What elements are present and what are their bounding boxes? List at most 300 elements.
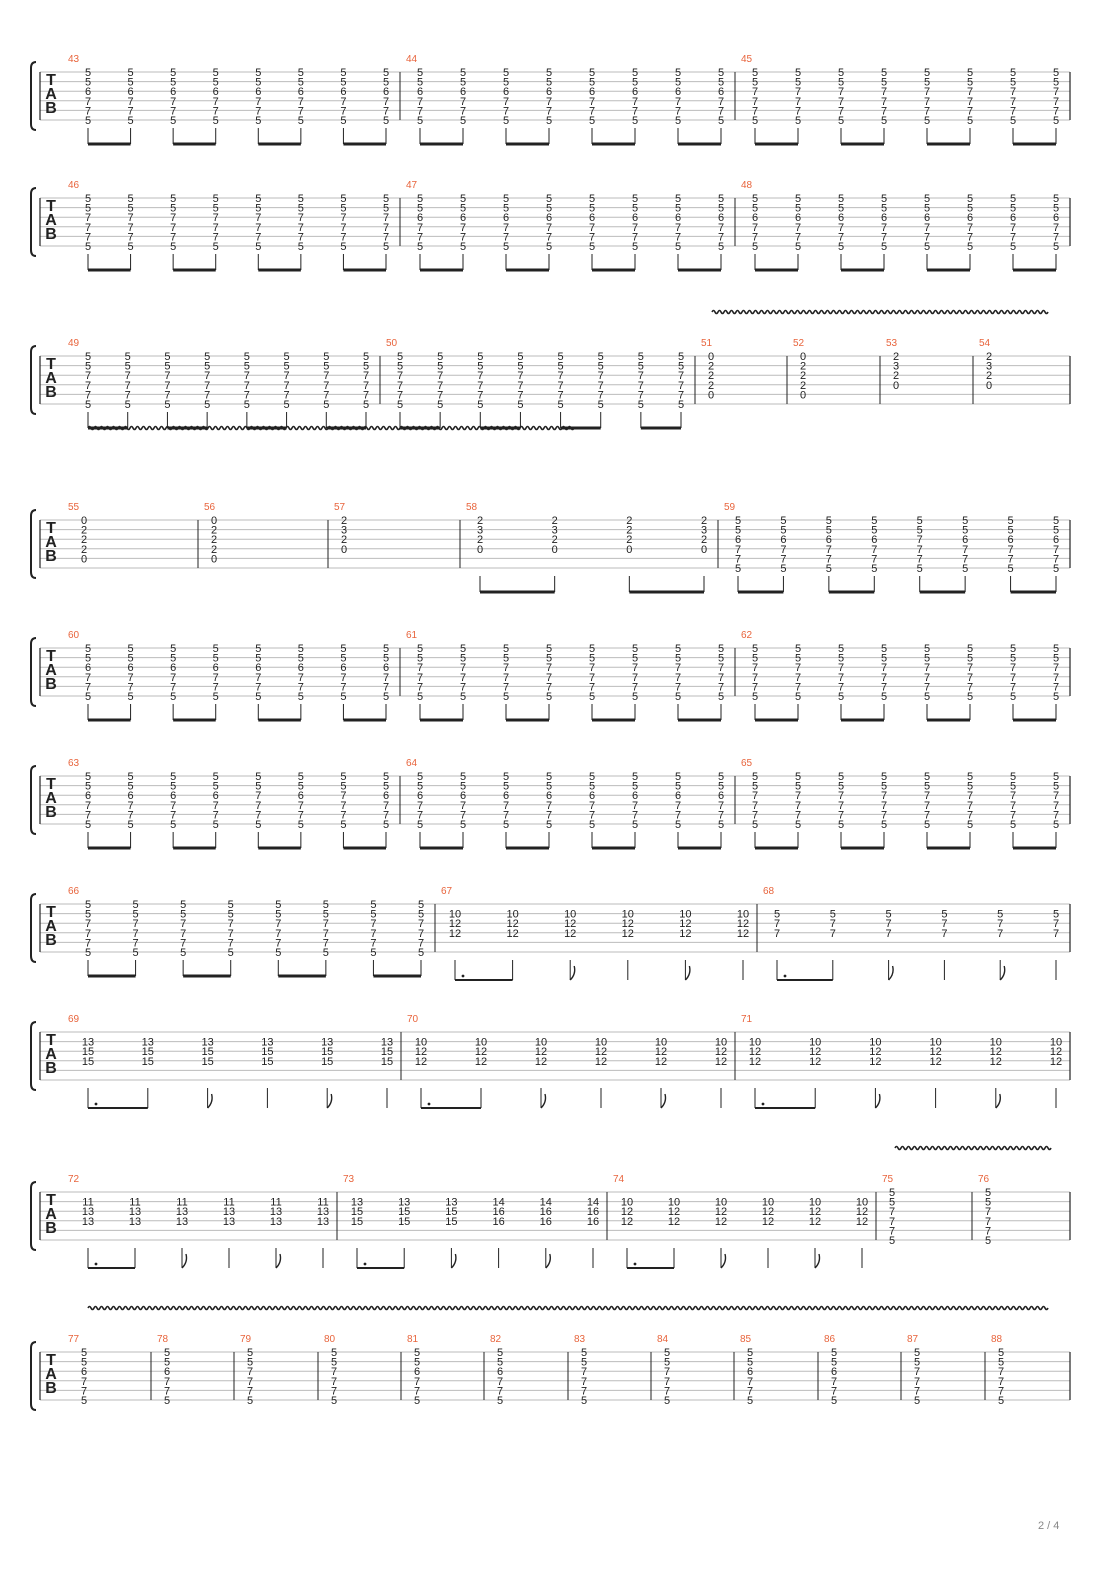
fret-number: 5: [340, 115, 347, 127]
fret-number: 7: [1052, 790, 1060, 803]
measure: [793, 338, 806, 401]
fret-number: 5: [588, 643, 596, 655]
fret-number: 7: [545, 681, 553, 694]
fret-number: 6: [84, 662, 92, 675]
fret-number: 2: [985, 351, 993, 363]
fret-number: 7: [674, 231, 682, 244]
fret-number: 5: [734, 515, 742, 527]
fret-number: 12: [929, 1055, 942, 1068]
chord: [449, 909, 461, 940]
fret-number: 7: [923, 799, 931, 812]
fret-number: 5: [871, 524, 878, 537]
fret-number: 7: [170, 95, 177, 108]
chord: [261, 1037, 273, 1068]
fret-number: 7: [1052, 681, 1060, 694]
fret-number: 6: [780, 534, 787, 547]
fret-number: 7: [517, 370, 524, 383]
fret-number: 7: [734, 553, 742, 566]
fret-number: 5: [997, 1356, 1005, 1369]
fret-number: 7: [1052, 86, 1060, 99]
fret-number: 12: [564, 918, 577, 931]
fret-number: 7: [674, 681, 682, 694]
fret-number: 7: [837, 681, 845, 694]
fret-number: 5: [1009, 819, 1017, 831]
fret-number: 5: [674, 115, 682, 127]
fret-number: 12: [736, 918, 750, 931]
fret-number: 2: [210, 534, 218, 547]
fret-number: 7: [677, 370, 685, 383]
fret-number: 7: [323, 389, 330, 402]
fret-number: 7: [984, 1206, 992, 1219]
fret-number: 5: [170, 76, 177, 89]
measure-number: 86: [824, 1334, 836, 1345]
fret-number: 7: [170, 212, 177, 225]
fret-number: 5: [204, 351, 211, 363]
measure-number: 80: [324, 1334, 336, 1345]
fret-number: 7: [746, 1385, 754, 1398]
chord: [715, 1197, 727, 1228]
fret-number: 6: [734, 534, 742, 547]
measure-number: 51: [701, 338, 713, 349]
measure: [68, 758, 389, 848]
fret-number: 6: [382, 790, 390, 803]
fret-number: 7: [255, 799, 262, 812]
note-flag: [721, 1254, 726, 1268]
chord: [967, 67, 973, 127]
fret-number: 5: [1052, 691, 1060, 703]
fret-number: 6: [170, 790, 177, 803]
fret-number: 6: [496, 1366, 504, 1379]
tab-system: [31, 1307, 1070, 1411]
fret-number: 5: [717, 67, 725, 79]
note-flag: [451, 1254, 456, 1268]
fret-number: 3: [700, 524, 708, 537]
chord: [986, 351, 992, 392]
fret-number: 5: [545, 691, 553, 703]
fret-number: 5: [84, 691, 92, 703]
fret-number: 5: [545, 67, 553, 79]
fret-number: 5: [880, 652, 888, 665]
fret-number: 7: [340, 799, 347, 812]
chord: [85, 771, 91, 831]
fret-number: 5: [984, 1196, 992, 1209]
fret-number: 7: [124, 389, 131, 402]
fret-number: 5: [459, 691, 467, 703]
fret-number: 7: [1052, 553, 1060, 566]
fret-number: 5: [923, 76, 931, 89]
fret-number: 5: [340, 691, 347, 703]
fret-number: 7: [837, 95, 845, 108]
chord: [889, 1187, 895, 1247]
fret-number: 5: [283, 399, 290, 411]
fret-number: 6: [297, 86, 304, 99]
fret-number: 5: [557, 351, 564, 363]
measure: [886, 338, 899, 392]
fret-number: 5: [966, 771, 974, 783]
fret-number: 7: [888, 1206, 896, 1219]
fret-number: 5: [255, 780, 262, 793]
fret-number: 10: [714, 1196, 728, 1209]
fret-number: 5: [170, 819, 177, 831]
fret-number: 5: [880, 67, 888, 79]
chord: [581, 1347, 587, 1407]
fret-number: 7: [751, 799, 759, 812]
fret-number: 5: [545, 241, 553, 253]
chord: [632, 771, 638, 831]
fret-number: 6: [297, 662, 304, 675]
fret-number: 6: [880, 212, 888, 225]
chord: [869, 1037, 881, 1068]
chord: [255, 643, 261, 703]
fret-number: 7: [916, 553, 923, 566]
fret-number: 6: [84, 86, 92, 99]
fret-number: 5: [417, 908, 425, 921]
fret-number: 5: [717, 780, 725, 793]
fret-number: 10: [564, 908, 577, 921]
fret-number: 5: [734, 524, 742, 537]
measure: [68, 886, 424, 976]
fret-number: 5: [84, 202, 92, 215]
fret-number: 11: [176, 1196, 188, 1209]
fret-number: 7: [297, 231, 304, 244]
fret-number: 0: [210, 515, 218, 527]
fret-number: 5: [255, 115, 262, 127]
fret-number: 7: [825, 553, 832, 566]
fret-number: 5: [502, 76, 510, 89]
fret-number: 12: [667, 1215, 681, 1228]
fret-number: 12: [855, 1206, 869, 1219]
fret-number: 5: [212, 193, 219, 205]
fret-number: 15: [445, 1215, 458, 1228]
fret-number: 7: [80, 1385, 88, 1398]
chord: [503, 771, 509, 831]
fret-number: 5: [545, 115, 553, 127]
fret-number: 5: [1052, 67, 1060, 79]
fret-number: 5: [340, 202, 347, 215]
chord: [414, 1347, 420, 1407]
measure-number: 55: [68, 502, 80, 513]
fret-number: 6: [416, 86, 424, 99]
fret-number: 5: [1052, 76, 1060, 89]
fret-number: 7: [1052, 809, 1060, 822]
fret-number: 7: [255, 231, 262, 244]
fret-number: 7: [212, 809, 219, 822]
fret-number: 7: [871, 553, 878, 566]
fret-number: 12: [679, 918, 692, 931]
fret-number: 10: [679, 908, 692, 921]
fret-number: 2: [707, 360, 715, 373]
fret-number: 6: [459, 212, 467, 225]
fret-number: 7: [275, 927, 282, 940]
fret-number: 12: [855, 1215, 869, 1228]
measure: [978, 1174, 991, 1247]
chord: [133, 899, 139, 959]
fret-number: 5: [84, 67, 92, 79]
fret-number: 15: [321, 1046, 334, 1059]
fret-number: 6: [502, 212, 510, 225]
fret-number: 5: [416, 241, 424, 253]
fret-number: 12: [414, 1046, 428, 1059]
fret-number: 5: [837, 780, 845, 793]
measure-number: 71: [741, 1014, 753, 1025]
fret-number: 5: [170, 691, 177, 703]
measure-number: 66: [68, 886, 80, 897]
chord: [1053, 67, 1059, 127]
fret-number: 6: [1052, 534, 1060, 547]
fret-number: 0: [707, 351, 715, 363]
chord: [552, 515, 558, 556]
chord: [201, 1037, 213, 1068]
fret-number: 5: [170, 771, 177, 783]
fret-number: 7: [1052, 918, 1060, 931]
fret-number: 5: [825, 515, 832, 527]
fret-number: 7: [557, 389, 564, 402]
fret-number: 5: [227, 908, 234, 921]
measure: [979, 338, 992, 392]
fret-number: 7: [170, 671, 177, 684]
fret-number: 7: [517, 389, 524, 402]
fret-number: 12: [534, 1046, 548, 1059]
chord: [924, 643, 930, 703]
fret-number: 12: [761, 1206, 775, 1219]
fret-number: 7: [751, 681, 759, 694]
fret-number: 5: [871, 515, 878, 527]
fret-number: 2: [799, 370, 807, 383]
fret-number: 5: [84, 652, 92, 665]
fret-number: 5: [255, 819, 262, 831]
fret-number: 7: [794, 105, 802, 118]
chord: [317, 1197, 329, 1228]
fret-number: 7: [502, 662, 510, 675]
fret-number: 7: [212, 681, 219, 694]
fret-number: 15: [81, 1046, 95, 1059]
fret-number: 5: [966, 67, 974, 79]
fret-number: 5: [416, 202, 424, 215]
fret-number: 7: [773, 927, 781, 940]
fret-number: 7: [477, 379, 484, 392]
measure: [406, 54, 724, 144]
fret-number: 15: [380, 1055, 394, 1068]
fret-number: 7: [340, 212, 347, 225]
fret-number: 6: [212, 86, 219, 99]
fret-number: 7: [966, 95, 974, 108]
fret-number: 5: [1009, 241, 1017, 253]
chord: [589, 643, 595, 703]
fret-number: 7: [837, 662, 845, 675]
fret-number: 7: [880, 662, 888, 675]
fret-number: 7: [459, 681, 467, 694]
fret-number: 5: [1052, 819, 1060, 831]
fret-number: 5: [255, 643, 262, 655]
note-flag: [996, 1094, 1001, 1108]
fret-number: 12: [506, 927, 519, 940]
fret-number: 7: [170, 105, 177, 118]
measure-number: 45: [741, 54, 753, 65]
fret-number: 6: [631, 212, 639, 225]
chord: [85, 67, 91, 127]
fret-number: 5: [1052, 202, 1060, 215]
fret-number: 7: [124, 370, 131, 383]
fret-number: 7: [127, 231, 134, 244]
chord: [170, 67, 176, 127]
fret-number: 5: [794, 771, 802, 783]
fret-number: 5: [212, 115, 219, 127]
chord: [341, 515, 347, 556]
fret-number: 7: [794, 671, 802, 684]
fret-number: 5: [396, 351, 404, 363]
fret-number: 6: [170, 86, 177, 99]
fret-number: 7: [880, 790, 888, 803]
fret-number: 12: [989, 1055, 1002, 1068]
chord: [170, 643, 176, 703]
dot: [428, 1103, 431, 1106]
fret-number: 6: [1052, 212, 1060, 225]
fret-number: 2: [80, 524, 88, 537]
fret-number: 13: [222, 1215, 236, 1228]
fret-number: 5: [588, 115, 596, 127]
fret-number: 5: [124, 351, 131, 363]
chord: [503, 193, 509, 253]
fret-number: 3: [476, 524, 484, 537]
tab-clef-letter: T: [46, 648, 56, 665]
tab-system: [31, 1014, 1070, 1108]
fret-number: 7: [923, 95, 931, 108]
fret-number: 7: [663, 1385, 671, 1398]
fret-number: 5: [459, 819, 467, 831]
fret-number: 7: [674, 105, 682, 118]
fret-number: 7: [1009, 95, 1017, 108]
tab-clef-letter: B: [45, 100, 57, 117]
fret-number: 5: [830, 1356, 838, 1369]
fret-number: 5: [913, 1356, 921, 1369]
fret-number: 5: [163, 1356, 171, 1369]
fret-number: 7: [84, 927, 92, 940]
fret-number: 5: [502, 691, 510, 703]
fret-number: 5: [255, 691, 262, 703]
fret-number: 7: [204, 379, 211, 392]
fret-number: 6: [382, 86, 390, 99]
fret-number: 7: [180, 918, 187, 931]
chord: [558, 351, 564, 411]
fret-number: 7: [382, 809, 390, 822]
fret-number: 6: [416, 212, 424, 225]
fret-number: 5: [382, 202, 390, 215]
fret-number: 6: [459, 86, 467, 99]
fret-number: 7: [459, 799, 467, 812]
chord: [298, 67, 304, 127]
chord: [340, 193, 346, 253]
chord: [85, 899, 91, 959]
chord: [415, 1037, 427, 1068]
fret-number: 5: [362, 399, 370, 411]
fret-number: 7: [255, 105, 262, 118]
fret-number: 7: [382, 671, 390, 684]
fret-number: 5: [631, 691, 639, 703]
fret-number: 7: [297, 681, 304, 694]
fret-number: 7: [340, 95, 347, 108]
fret-number: 5: [127, 771, 134, 783]
fret-number: 12: [448, 927, 462, 940]
measure-number: 81: [407, 1334, 419, 1345]
fret-number: 12: [929, 1046, 942, 1059]
fret-number: 7: [297, 105, 304, 118]
fret-number: 5: [275, 947, 282, 959]
fret-number: 6: [588, 86, 596, 99]
fret-number: 7: [127, 95, 134, 108]
chord: [213, 67, 219, 127]
fret-number: 7: [997, 1385, 1005, 1398]
fret-number: 5: [545, 643, 553, 655]
fret-number: 7: [496, 1385, 504, 1398]
fret-number: 7: [164, 389, 171, 402]
fret-number: 6: [794, 212, 802, 225]
fret-number: 7: [416, 231, 424, 244]
fret-number: 5: [794, 780, 802, 793]
measure: [907, 1334, 920, 1407]
fret-number: 5: [227, 947, 234, 959]
note-flag: [182, 1254, 187, 1268]
chord: [997, 909, 1003, 940]
fret-number: 5: [212, 643, 219, 655]
fret-number: 5: [416, 819, 424, 831]
fret-number: 7: [502, 671, 510, 684]
fret-number: 7: [246, 1375, 254, 1388]
fret-number: 14: [539, 1196, 552, 1209]
chord: [460, 771, 466, 831]
chord: [398, 1197, 410, 1228]
fret-number: 7: [1009, 105, 1017, 118]
tab-clef-letter: T: [46, 904, 56, 921]
chord: [247, 1347, 253, 1407]
fret-number: 15: [445, 1206, 458, 1219]
fret-number: 5: [297, 771, 304, 783]
fret-number: 15: [398, 1215, 411, 1228]
fret-number: 5: [880, 76, 888, 89]
fret-number: 5: [417, 899, 425, 911]
tab-clef-letter: T: [46, 776, 56, 793]
fret-number: 7: [597, 379, 604, 392]
fret-number: 7: [297, 95, 304, 108]
fret-number: 5: [837, 771, 845, 783]
chord: [503, 67, 509, 127]
chord: [675, 193, 681, 253]
fret-number: 12: [474, 1046, 488, 1059]
measure: [68, 180, 389, 270]
fret-number: 0: [551, 543, 558, 556]
chord: [244, 351, 250, 411]
fret-number: 0: [210, 553, 218, 566]
fret-number: 5: [396, 399, 404, 411]
fret-number: 2: [80, 543, 88, 556]
fret-number: 6: [751, 212, 759, 225]
chord: [924, 771, 930, 831]
fret-number: 7: [751, 809, 759, 822]
fret-number: 5: [127, 193, 134, 205]
fret-number: 5: [180, 947, 187, 959]
fret-number: 7: [180, 927, 187, 940]
fret-number: 5: [674, 771, 682, 783]
fret-number: 16: [492, 1206, 505, 1219]
fret-number: 5: [825, 524, 832, 537]
fret-number: 7: [837, 221, 845, 234]
fret-number: 13: [261, 1036, 274, 1049]
fret-number: 5: [588, 193, 596, 205]
fret-number: 5: [382, 193, 390, 205]
fret-number: 7: [496, 1375, 504, 1388]
fret-number: 5: [717, 202, 725, 215]
fret-number: 5: [1052, 241, 1060, 253]
fret-number: 7: [794, 662, 802, 675]
